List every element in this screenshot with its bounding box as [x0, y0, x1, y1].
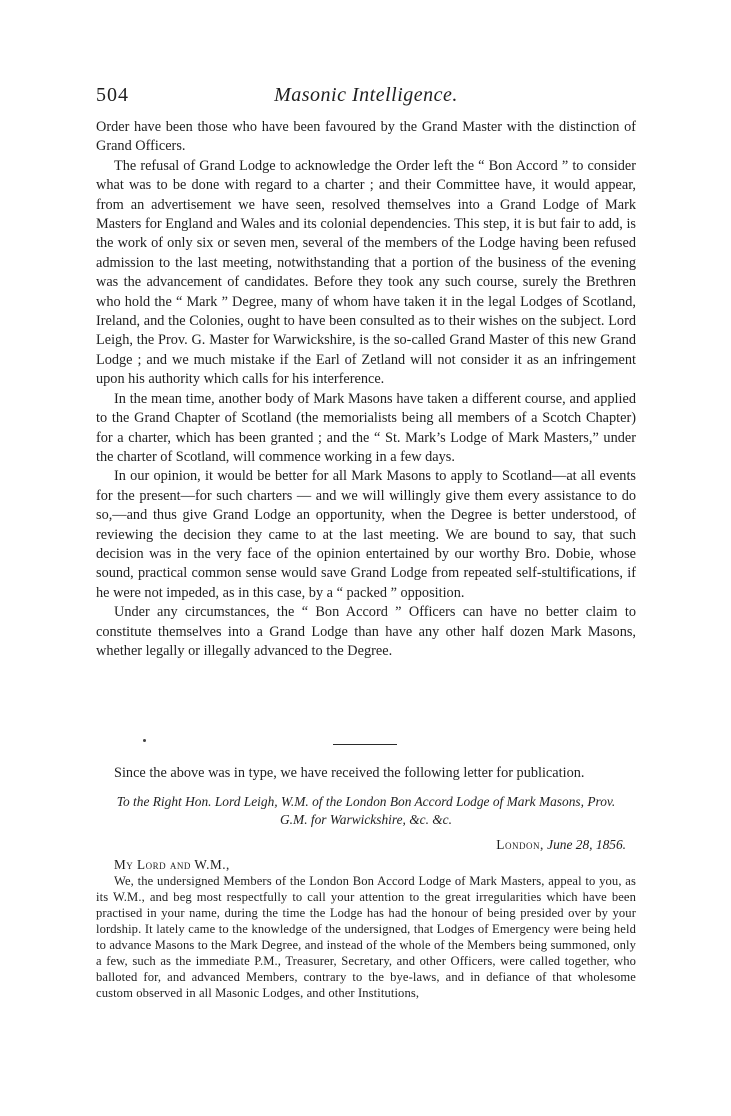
letter-place: London, [496, 836, 544, 852]
page-header [96, 84, 636, 106]
letter-paragraph: We, the undersigned Members of the London Bon Accord Lodge of Mark Masters, appeal to you, as its W.M., and beg most respectfully to call your attention to the great irregularities which have been practised in your name, during the time the Lodge has had the honour of being presided over by your lordship. It lately came to the knowledge of the undersigned, that Lodges of Emergency were being held to advance Masons to the Mark Degree, and instead of the whole of the Members being summoned, only a few, such as the immediate P.M., Treasurer, Secretary, and other Officers, were called together, who balloted for, and advanced Members, contrary to the bye-laws, and in defiance of that wholesome custom observed in all Masonic Lodges, and other Institutions, [96, 873, 636, 1001]
paragraph: Order have been those who have been favoured by the Grand Master with the distinction of Grand Officers. [96, 119, 636, 155]
letter-dateline [96, 835, 636, 854]
paragraph: In our opinion, it would be better for all Mark Masons to apply to Scotland—at all events for the present—for such charters — and we will willingly give them every assistance to do so,—and thus give Grand Lodge an opportunity, when the Degree is better understood, of reviewing the decision they came to at the last meeting. We are bound to say, that such decision was in the very face of the opinion entertained by our worthy Bro. Dobie, whose sound, practical common sense would save Grand Lodge from repeated self-stultifications, if he were not impeded, as in this case, by a “ packed ” opposition. [96, 468, 636, 601]
letter-address: To the Right Hon. Lord Leigh, W.M. of the London Bon Accord Lodge of Mark Masons, Prov. G.M. for Warwickshire, &c. &c. [116, 794, 616, 827]
letter-body [96, 873, 636, 1002]
running-title: Masonic Intelligence. [274, 84, 458, 106]
page-number: 504 [96, 84, 129, 106]
letter-salutation: My Lord and W.M., [114, 856, 230, 872]
paragraph: Under any circumstances, the “ Bon Accord ” Officers can have no better claim to constitute themselves into a Grand Lodge than have any other half dozen Mark Masons, whether legally or illegally advanced to the Degree. [96, 604, 636, 659]
paragraph: In the mean time, another body of Mark Masons have taken a different course, and applied to the Grand Chapter of Scotland (the memorialists being all members of a Scotch Chapter) for a charter, which has been granted ; and the “ St. Mark’s Lodge of Mark Masters,” under the charter of Scotland, will commence working in a few days. [96, 390, 636, 465]
letter-date: June 28, 1856. [547, 836, 626, 852]
section-divider [333, 744, 397, 745]
paragraph: The refusal of Grand Lodge to acknowledge the Order left the “ Bon Accord ” to consider what was to be done with regard to a charter ; and their Committee have, it would appear, from an advertisement we have seen, resolved themselves into a Grand Lodge of Mark Masters for England and Wales and its colonial dependencies. This step, it is but fair to add, is the work of only six or seven men, several of the members of the Lodge having been refused admission to the last meeting, notwithstanding that a portion of the business of the evening was the advancement of candidates. Before they took any such course, surely the Brethren who hold the “ Mark ” Degree, many of whom have taken it in the legal Lodges of Scotland, Ireland, and the Colonies, ought to have been consulted as to their wishes on the subject. Lord Leigh, the Prov. G. Master for Warwickshire, is the so-called Grand Master of this new Grand Lodge ; and we much mistake if the Earl of Zetland will not consider it as an infringement upon his authority which calls for his interference. [96, 157, 636, 388]
article-body [96, 118, 636, 661]
print-mark [143, 739, 146, 742]
letter-section [96, 764, 636, 1001]
letter-intro: Since the above was in type, we have received the following letter for publication. [114, 765, 585, 781]
